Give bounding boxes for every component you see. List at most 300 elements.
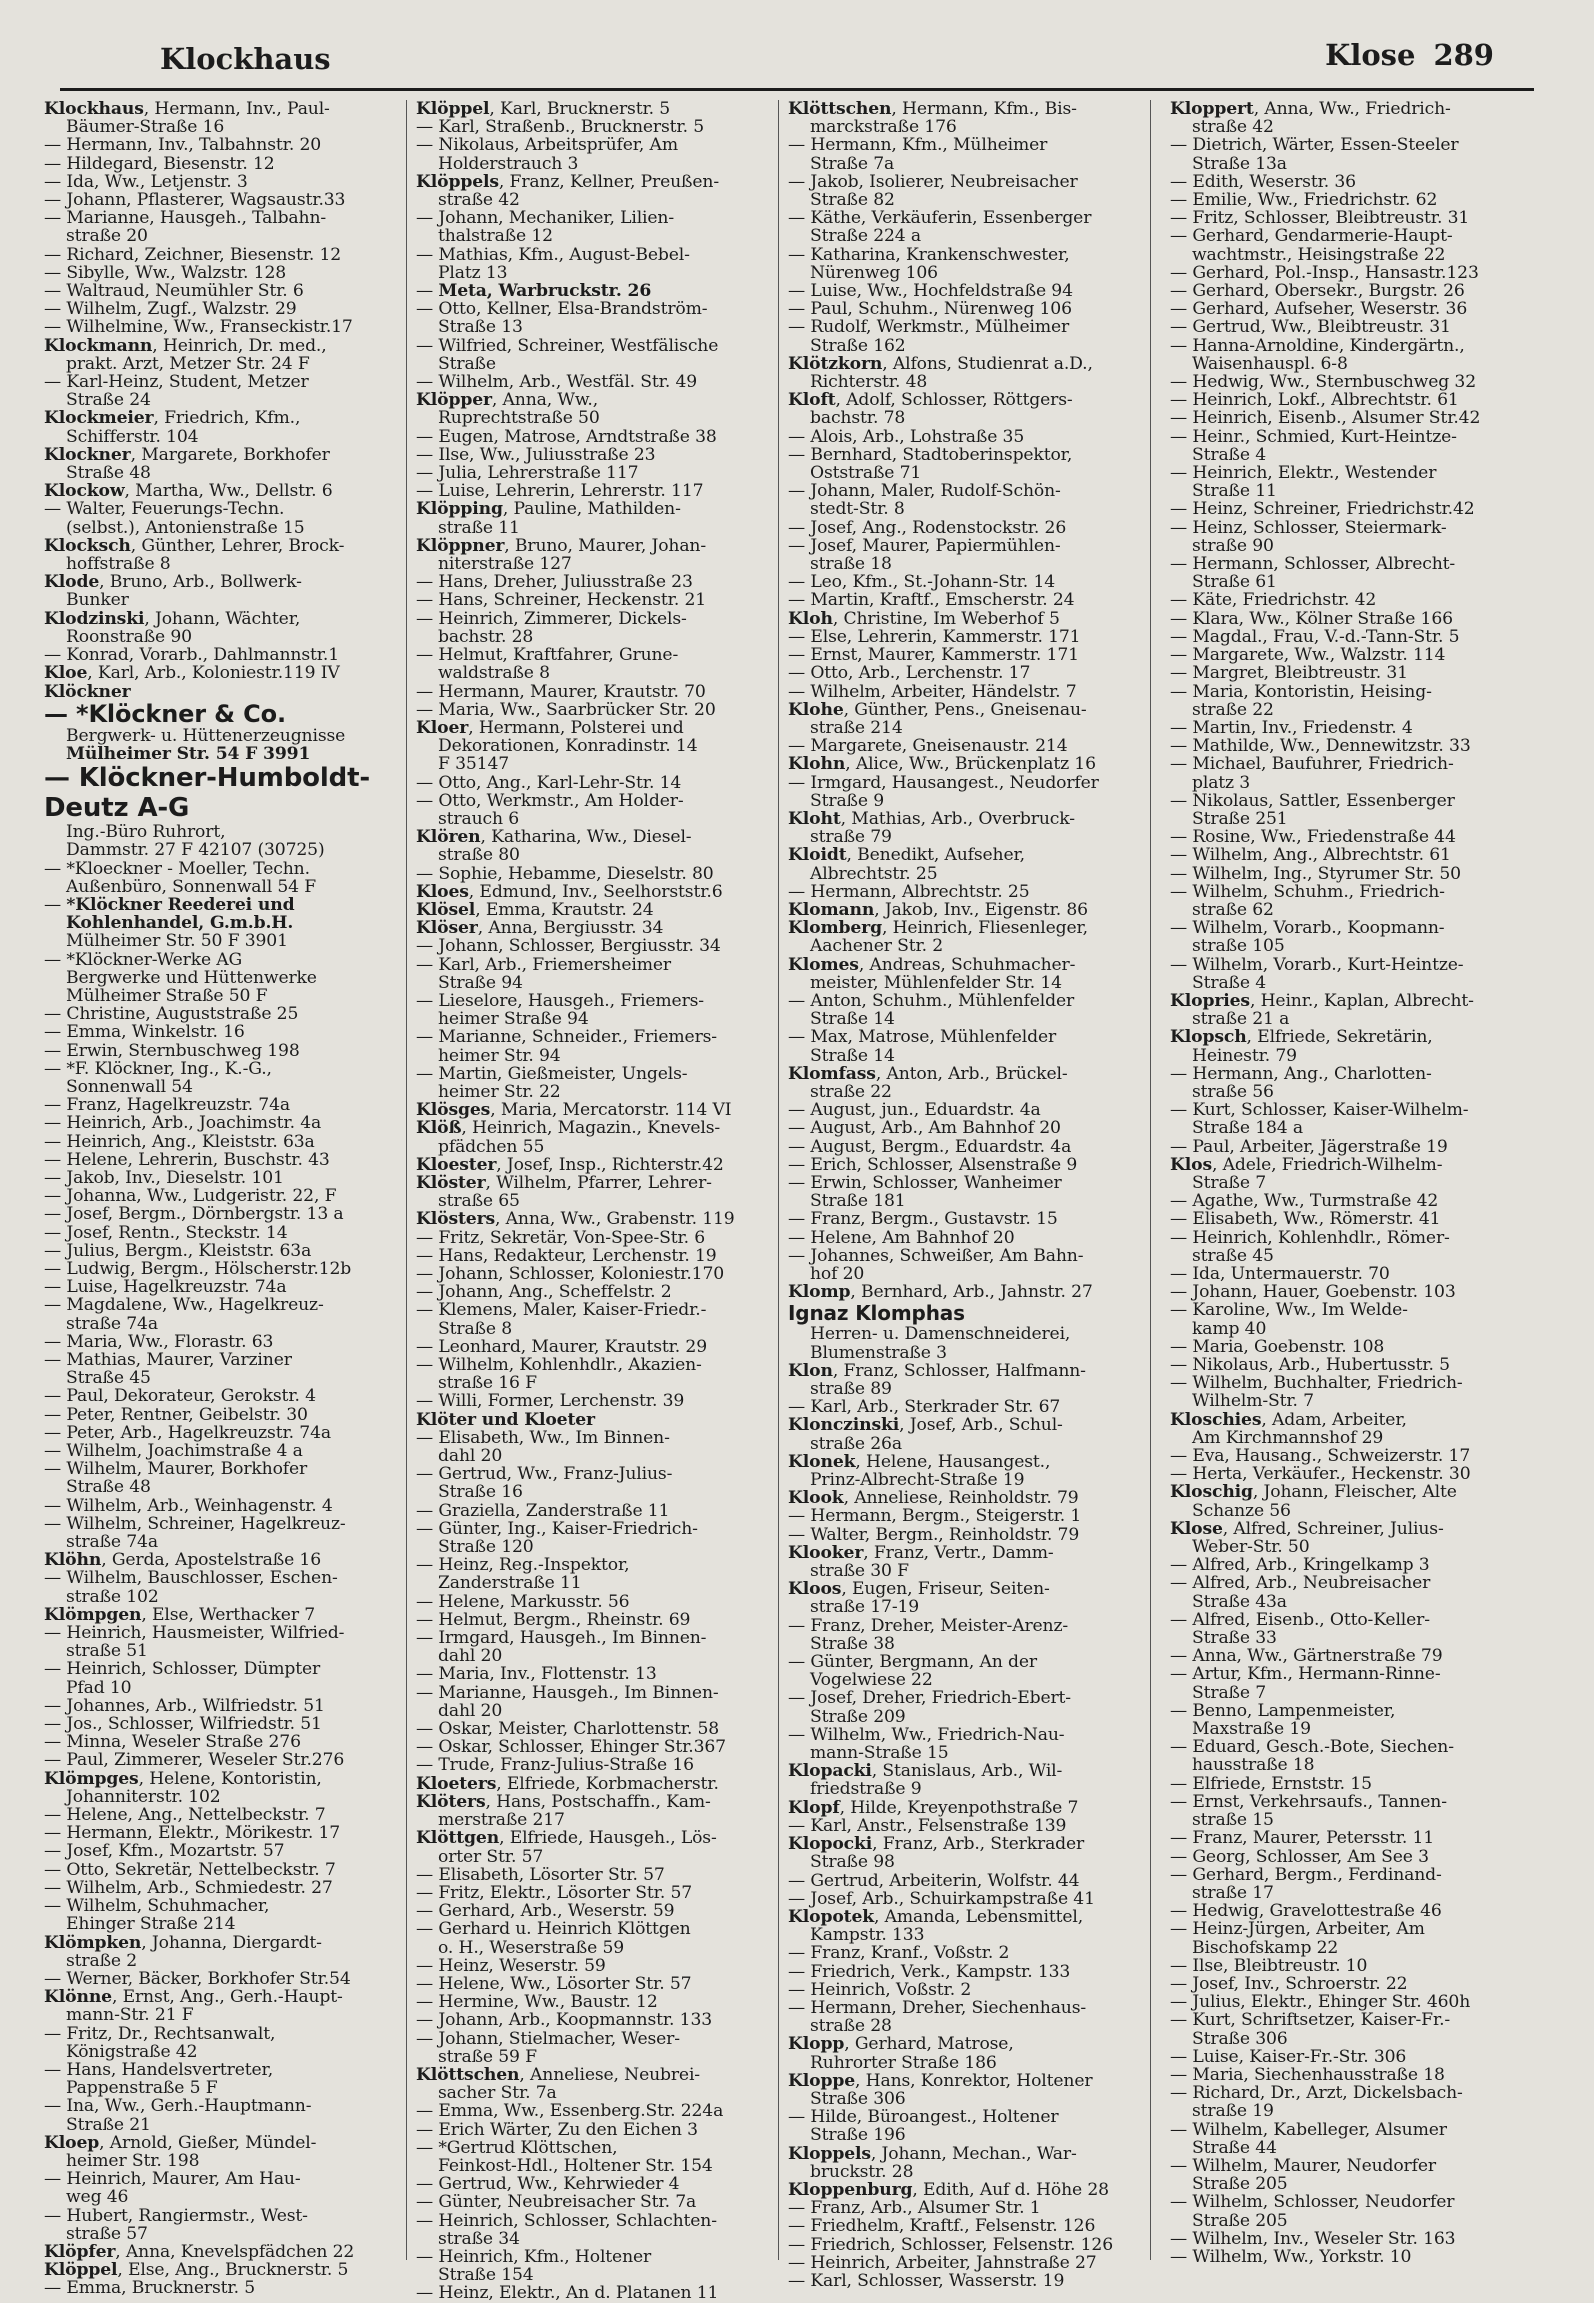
directory-line: — Ina, Ww., Gerh.-Hauptmann- [44, 2096, 312, 2117]
directory-line: Kloidt, Benedikt, Aufseher, [788, 845, 1025, 866]
directory-line: — Rosine, Ww., Friedenstraße 44 [1170, 827, 1456, 848]
directory-line: Kloht, Mathias, Arb., Overbruck- [788, 808, 1075, 829]
directory-line: — Magdal., Frau, V.-d.-Tann-Str. 5 [1170, 626, 1460, 647]
directory-line: — Klemens, Maler, Kaiser-Friedr.- [416, 1300, 707, 1321]
directory-line: straße 30 F [810, 1561, 909, 1582]
directory-line: niterstraße 127 [438, 554, 572, 575]
page-header [60, 38, 1534, 91]
directory-line: Straße 11 [1192, 481, 1277, 502]
directory-line: — Heinz, Weserstr. 59 [416, 1955, 606, 1976]
directory-line: friedstraße 9 [810, 1779, 922, 1800]
directory-line: — Hermann, Schlosser, Albrecht- [1170, 554, 1456, 575]
directory-line: — Hermann, Albrechtstr. 25 [788, 881, 1030, 902]
directory-line: — Magdalene, Ww., Hagelkreuz- [44, 1295, 324, 1316]
directory-line: — Otto, Arb., Lerchenstr. 17 [788, 663, 1031, 684]
directory-line: Maxstraße 19 [1192, 1719, 1311, 1740]
directory-line: straße 105 [1192, 936, 1285, 957]
directory-line: Blumenstraße 3 [810, 1342, 947, 1363]
directory-line: Kloep, Arnold, Gießer, Mündel- [44, 2132, 317, 2153]
directory-line: Klopsch, Elfriede, Sekretärin, [1170, 1027, 1433, 1048]
directory-line: — Heinz, Elektr., An d. Platanen 11 [416, 2283, 719, 2303]
directory-line: Klopotek, Amanda, Lebensmittel, [788, 1906, 1084, 1927]
directory-line: — Nikolaus, Arbeitsprüfer, Am [416, 135, 678, 156]
directory-line: — Gerhard, Arb., Weserstr. 59 [416, 1901, 675, 1922]
directory-line: — Luise, Kaiser-Fr.-Str. 306 [1170, 2046, 1407, 2067]
directory-line: — Wilhelmine, Ww., Franseckistr.17 [44, 317, 353, 338]
directory-line: Straße 16 [438, 1482, 523, 1503]
directory-line: — Wilhelm, Schlosser, Neudorfer [1170, 2192, 1455, 2213]
directory-line: straße 59 F [438, 2046, 537, 2067]
directory-line: straße 22 [810, 1081, 892, 1102]
directory-line: — Paul, Dekorateur, Gerokstr. 4 [44, 1386, 316, 1407]
directory-line: — Helene, Lehrerin, Buschstr. 43 [44, 1149, 330, 1170]
directory-line: Kloppert, Anna, Ww., Friedrich- [1170, 99, 1451, 119]
directory-line: Straße 13a [1192, 153, 1287, 174]
directory-line: Straße 8 [438, 1318, 512, 1339]
directory-line: Straße 4 [1192, 972, 1266, 993]
directory-line: Kloschies, Adam, Arbeiter, [1170, 1409, 1407, 1430]
directory-line: Klonek, Helene, Hausangest., [788, 1451, 1051, 1472]
column-1 [44, 99, 407, 2299]
directory-line: — Heinrich, Kfm., Holtener [416, 2246, 652, 2267]
directory-line: dahl 20 [438, 1446, 503, 1467]
directory-line: straße 74a [66, 1313, 158, 1334]
directory-line: — Luise, Hagelkreuzstr. 74a [44, 1277, 287, 1298]
directory-line: Straße 7 [1192, 1682, 1266, 1703]
directory-line: — Friedhelm, Kraftf., Felsenstr. 126 [788, 2216, 1096, 2237]
directory-line: Klopries, Heinr., Kaplan, Albrecht- [1170, 990, 1474, 1011]
directory-line: — Hans, Redakteur, Lerchenstr. 19 [416, 1245, 717, 1266]
running-head-right-word: Klose [1325, 38, 1416, 72]
directory-line: straße 17-19 [810, 1597, 920, 1618]
directory-line: Straße 306 [810, 2088, 906, 2109]
directory-line: — Johann, Pflasterer, Wagsaustr.33 [44, 190, 346, 211]
directory-line: — Wilhelm, Arb., Westfäl. Str. 49 [416, 372, 698, 393]
directory-line: Klöter und Kloeter [416, 1409, 595, 1430]
directory-line: — Else, Lehrerin, Kammerstr. 171 [788, 626, 1081, 647]
directory-line: Klören, Katharina, Ww., Diesel- [416, 827, 692, 848]
directory-line: — Irmgard, Hausgeh., Im Binnen- [416, 1628, 707, 1649]
directory-line: Straße 98 [810, 1852, 895, 1873]
directory-line: straße 21 a [1192, 1009, 1290, 1030]
directory-line: straße 34 [438, 2228, 520, 2249]
directory-line: Klönne, Ernst, Ang., Gerh.-Haupt- [44, 1987, 343, 2008]
directory-line: Nürenweg 106 [810, 262, 938, 283]
directory-line: straße 57 [66, 2223, 148, 2244]
directory-line: — Johanna, Ww., Ludgeristr. 22, F [44, 1186, 337, 1207]
directory-line: Klopp, Gerhard, Matrose, [788, 2034, 1014, 2055]
directory-line: Klopocki, Franz, Arb., Sterkrader [788, 1834, 1085, 1855]
directory-line: Pappenstraße 5 F [66, 2078, 218, 2099]
directory-line: — Hans, Handelsvertreter, [44, 2059, 274, 2080]
directory-line: Straße 184 a [1192, 1118, 1303, 1139]
directory-line: straße 42 [438, 190, 520, 211]
directory-line: — Wilhelm, Ing., Styrumer Str. 50 [1170, 863, 1461, 884]
column-2 [416, 99, 779, 2303]
directory-line: Straße [438, 353, 496, 374]
directory-line: Klocksch, Günther, Lehrer, Brock- [44, 535, 345, 556]
directory-line: — Kurt, Schlosser, Kaiser-Wilhelm- [1170, 1100, 1469, 1121]
directory-line: Weber-Str. 50 [1192, 1537, 1310, 1558]
directory-line: — Jos., Schlosser, Wilfriedstr. 51 [44, 1714, 322, 1735]
directory-line: Straße 162 [810, 335, 906, 356]
directory-line: — Gertrud, Ww., Bleibtreustr. 31 [1170, 317, 1451, 338]
directory-line: — Wilhelm, Schreiner, Hagelkreuz- [44, 1513, 346, 1534]
directory-line: dahl 20 [438, 1646, 503, 1667]
directory-line: — Maria, Ww., Florastr. 63 [44, 1331, 274, 1352]
directory-line: Straße 205 [1192, 2174, 1288, 2195]
directory-line: Deutz A-G [44, 793, 190, 824]
directory-line: — Heinrich, Hausmeister, Wilfried- [44, 1623, 345, 1644]
directory-line: — *Kloeckner - Moeller, Techn. [44, 858, 310, 879]
directory-line: marckstraße 176 [810, 117, 957, 138]
directory-line: Kohlenhandel, G.m.b.H. [66, 913, 294, 934]
directory-line: — Emma, Ww., Essenberg.Str. 224a [416, 2101, 724, 2122]
directory-line: Mülheimer Str. 50 F 3901 [66, 931, 288, 952]
directory-line: — Karoline, Ww., Im Welde- [1170, 1300, 1408, 1321]
directory-line: Klöpfer, Anna, Knevelspfädchen 22 [44, 2241, 355, 2262]
directory-line: — Karl, Anstr., Felsenstraße 139 [788, 1815, 1067, 1836]
directory-line: — Sophie, Hebamme, Dieselstr. 80 [416, 863, 714, 884]
directory-line: kamp 40 [1192, 1318, 1267, 1339]
directory-line: — Fritz, Schlosser, Bleibtreustr. 31 [1170, 208, 1470, 229]
directory-line: Straße 251 [1192, 808, 1288, 829]
directory-line: — Franz, Kranf., Voßstr. 2 [788, 1943, 1010, 1964]
directory-line: — Sibylle, Ww., Walzstr. 128 [44, 262, 287, 283]
directory-line: sacher Str. 7a [438, 2083, 557, 2104]
directory-line: — Fritz, Elektr., Lösorter Str. 57 [416, 1882, 693, 1903]
directory-line: — Georg, Schlosser, Am See 3 [1170, 1846, 1429, 1867]
directory-line: — Heinrich, Ang., Kleiststr. 63a [44, 1131, 315, 1152]
directory-line: — Helmut, Bergm., Rheinstr. 69 [416, 1609, 691, 1630]
directory-line: Prinz-Albrecht-Straße 19 [810, 1470, 1025, 1491]
directory-line: — Anton, Schuhm., Mühlenfelder [788, 990, 1075, 1011]
directory-line: Pfad 10 [66, 1677, 132, 1698]
directory-line: — August, Arb., Am Bahnhof 20 [788, 1118, 1061, 1139]
directory-line: Straße 21 [66, 2114, 151, 2135]
directory-line: — Fritz, Sekretär, Von-Spee-Str. 6 [416, 1227, 706, 1248]
directory-line: — Karl-Heinz, Student, Metzer [44, 372, 309, 393]
directory-line: — August, Bergm., Eduardstr. 4a [788, 1136, 1072, 1157]
directory-line: — Alois, Arb., Lohstraße 35 [788, 426, 1025, 447]
directory-line: — Johannes, Schweißer, Am Bahn- [788, 1245, 1084, 1266]
directory-line: — Hilde, Büroangest., Holtener [788, 2107, 1059, 2128]
directory-line: — Emma, Winkelstr. 16 [44, 1022, 245, 1043]
directory-line: straße 20 [66, 226, 148, 247]
directory-line: Straße 209 [810, 1706, 906, 1727]
directory-line: — Luise, Ww., Hochfeldstraße 94 [788, 281, 1073, 302]
directory-line: — Wilhelm, Maurer, Neudorfer [1170, 2155, 1436, 2176]
directory-line: Klösters, Anna, Ww., Grabenstr. 119 [416, 1209, 735, 1230]
directory-line: straße 79 [810, 827, 892, 848]
directory-line: heimer Str. 94 [438, 1045, 561, 1066]
directory-line: — Josef, Arb., Schuirkampstraße 41 [788, 1888, 1095, 1909]
directory-line: Klöckner [44, 681, 131, 702]
directory-line: — Benno, Lampenmeister, [1170, 1700, 1396, 1721]
directory-line: prakt. Arzt, Metzer Str. 24 F [66, 353, 310, 374]
directory-line: Straße 7a [810, 153, 895, 174]
running-head-left: Klockhaus [160, 42, 331, 76]
column-4 [1170, 99, 1532, 2267]
directory-line: Kloester, Josef, Insp., Richterstr.42 [416, 1154, 724, 1175]
directory-line: Klomes, Andreas, Schuhmacher- [788, 954, 1076, 975]
directory-line: Bunker [66, 590, 129, 611]
directory-line: — Christine, Auguststraße 25 [44, 1004, 299, 1025]
directory-line: bruckstr. 28 [810, 2161, 914, 2182]
directory-line: Kloschig, Johann, Fleischer, Alte [1170, 1482, 1457, 1503]
directory-line: — Emma, Brucknerstr. 5 [44, 2278, 255, 2299]
directory-line: straße 15 [1192, 1810, 1274, 1831]
directory-line: — Erwin, Schlosser, Wanheimer [788, 1172, 1062, 1193]
directory-line: — *Gertrud Klöttschen, [416, 2137, 618, 2158]
directory-line: Klösges, Maria, Mercatorstr. 114 VI [416, 1100, 732, 1121]
directory-line: Klode, Bruno, Arb., Bollwerk- [44, 572, 302, 593]
directory-line: Klomberg, Heinrich, Fliesenleger, [788, 918, 1088, 939]
directory-line: — Maria, Goebenstr. 108 [1170, 1336, 1385, 1357]
directory-line: Außenbüro, Sonnenwall 54 F [66, 876, 317, 897]
directory-line: straße 51 [66, 1641, 148, 1662]
directory-line: hof 20 [810, 1264, 865, 1284]
directory-line: — Käte, Friedrichstr. 42 [1170, 590, 1377, 611]
directory-line: — Wilhelm, Bauschlosser, Eschen- [44, 1568, 338, 1589]
directory-line: — Mathias, Kfm., August-Bebel- [416, 244, 690, 265]
directory-line: — Willi, Former, Lerchenstr. 39 [416, 1391, 685, 1412]
directory-line: — Karl, Schlosser, Wasserstr. 19 [788, 2270, 1065, 2291]
directory-line: Ignaz Klomphas [788, 1301, 965, 1326]
directory-line: — Heinrich, Arb., Joachimstr. 4a [44, 1113, 322, 1134]
directory-line: — Elfriede, Ernststr. 15 [1170, 1773, 1372, 1794]
directory-line: — Klöckner-Humboldt- [44, 763, 371, 794]
directory-line: — Klara, Ww., Kölner Straße 166 [1170, 608, 1453, 629]
directory-line: — Waltraud, Neumühler Str. 6 [44, 281, 304, 302]
directory-line: — Margret, Bleibtreustr. 31 [1170, 663, 1408, 684]
directory-line: — Karl, Arb., Sterkrader Str. 67 [788, 1397, 1061, 1418]
directory-line: — Karl, Straßenb., Brucknerstr. 5 [416, 117, 705, 138]
directory-line: weg 46 [66, 2187, 129, 2208]
directory-line: Klöß, Heinrich, Magazin., Knevels- [416, 1118, 721, 1139]
directory-line: — Walter, Bergm., Reinholdstr. 79 [788, 1524, 1080, 1545]
directory-line: F 35147 [438, 754, 510, 775]
directory-line: Mülheimer Straße 50 F [66, 985, 268, 1006]
directory-line: platz 3 [1192, 772, 1251, 793]
directory-line: meister, Mühlenfelder Str. 14 [810, 972, 1062, 993]
directory-line: Straße 13 [438, 317, 523, 338]
directory-line: — Wilhelm, Ww., Friedrich-Nau- [788, 1724, 1065, 1745]
directory-line: — Helene, Ang., Nettelbeckstr. 7 [44, 1805, 326, 1826]
directory-line: straße 42 [1192, 117, 1274, 138]
directory-line: — Otto, Sekretär, Nettelbeckstr. 7 [44, 1859, 336, 1880]
directory-line: — Franz, Dreher, Meister-Arenz- [788, 1615, 1069, 1636]
directory-line: — Hermine, Ww., Baustr. 12 [416, 1992, 658, 2013]
directory-line: — Hildegard, Biesenstr. 12 [44, 153, 275, 174]
directory-line: — Hermann, Elektr., Mörikestr. 17 [44, 1823, 341, 1844]
directory-line: Sonnenwall 54 [66, 1076, 193, 1097]
directory-line: — Mathias, Maurer, Varziner [44, 1350, 292, 1370]
directory-line: Klömpken, Johanna, Diergardt- [44, 1932, 322, 1953]
directory-line: — Fritz, Dr., Rechtsanwalt, [44, 2023, 276, 2044]
directory-line: — Heinrich, Voßstr. 2 [788, 1979, 972, 2000]
directory-line: — Konrad, Vorarb., Dahlmannstr.1 [44, 645, 340, 666]
directory-line: — Gerhard u. Heinrich Klöttgen [416, 1919, 691, 1940]
directory-line: — Marianne, Hausgeh., Im Binnen- [416, 1682, 719, 1703]
directory-line: heimer Straße 94 [438, 1009, 589, 1030]
directory-line: — Oskar, Meister, Charlottenstr. 58 [416, 1719, 720, 1740]
directory-line: Klose, Alfred, Schreiner, Julius- [1170, 1518, 1444, 1539]
directory-line: — Günter, Ing., Kaiser-Friedrich- [416, 1518, 698, 1539]
directory-line: — Helene, Ww., Lösorter Str. 57 [416, 1973, 692, 1994]
directory-line: Klon, Franz, Schlosser, Halfmann- [788, 1360, 1086, 1381]
directory-line: — Josef, Rentn., Steckstr. 14 [44, 1222, 288, 1243]
directory-line: — Maria, Ww., Saarbrücker Str. 20 [416, 699, 716, 720]
directory-line: — Minna, Weseler Straße 276 [44, 1732, 301, 1753]
directory-line: — Josef, Maurer, Papiermühlen- [788, 535, 1061, 556]
directory-line: straße 22 [1192, 699, 1274, 720]
directory-line: — Hubert, Rangiermstr., West- [44, 2205, 308, 2226]
directory-line: — Emilie, Ww., Friedrichstr. 62 [1170, 190, 1438, 211]
directory-line: — Peter, Rentner, Geibelstr. 30 [44, 1404, 308, 1425]
directory-line: Vogelwiese 22 [810, 1670, 933, 1691]
directory-line: — Johann, Arb., Koopmannstr. 133 [416, 2010, 713, 2031]
directory-line: wachtmstr., Heisingstraße 22 [1192, 244, 1446, 265]
directory-line: — Friedrich, Schlosser, Felsenstr. 126 [788, 2234, 1113, 2255]
directory-line: — Hans, Schreiner, Heckenstr. 21 [416, 590, 707, 611]
directory-line: — Hermann, Inv., Talbahnstr. 20 [44, 135, 322, 156]
directory-line: — Eduard, Gesch.-Bote, Siechen- [1170, 1737, 1454, 1758]
directory-line: — Maria, Inv., Flottenstr. 13 [416, 1664, 657, 1685]
directory-line: — Eva, Hausang., Schweizerstr. 17 [1170, 1446, 1471, 1467]
directory-line: straße 2 [66, 1950, 138, 1971]
directory-line: — Agathe, Ww., Turmstraße 42 [1170, 1191, 1439, 1212]
directory-line: — Jakob, Inv., Dieselstr. 101 [44, 1167, 284, 1188]
directory-line: — Hermann, Bergm., Steigerstr. 1 [788, 1506, 1082, 1527]
directory-line: — Richard, Zeichner, Biesenstr. 12 [44, 244, 342, 265]
directory-line: straße 17 [1192, 1882, 1274, 1903]
directory-line: — Graziella, Zanderstraße 11 [416, 1500, 670, 1521]
directory-line: Straße 4 [1192, 444, 1266, 465]
directory-line: Platz 13 [438, 262, 508, 283]
directory-line: Klöppel, Else, Ang., Brucknerstr. 5 [44, 2260, 349, 2281]
directory-line: Klötzkorn, Alfons, Studienrat a.D., [788, 353, 1093, 374]
directory-line: — Wilhelm, Vorarb., Koopmann- [1170, 918, 1445, 939]
directory-line: — Wilhelm, Kabelleger, Alsumer [1170, 2119, 1447, 2140]
directory-line: — Franz, Bergm., Gustavstr. 15 [788, 1209, 1058, 1230]
directory-line: — Nikolaus, Arb., Hubertusstr. 5 [1170, 1355, 1450, 1376]
directory-line: o. H., Weserstraße 59 [438, 1937, 625, 1958]
directory-line: Holderstrauch 3 [438, 153, 579, 174]
directory-line: Straße 24 [66, 390, 151, 411]
directory-line: — Gerhard, Pol.-Insp., Hansastr.123 [1170, 262, 1479, 283]
directory-line: hausstraße 18 [1192, 1755, 1315, 1776]
directory-line: — Otto, Kellner, Elsa-Brandström- [416, 299, 708, 320]
directory-line: — Heinz, Schlosser, Steiermark- [1170, 517, 1447, 538]
directory-line: Klockhaus, Hermann, Inv., Paul- [44, 99, 330, 119]
directory-line: Straße 224 a [810, 226, 921, 247]
directory-line: — Heinrich, Schlosser, Schlachten- [416, 2210, 717, 2231]
directory-line: — Johann, Hauer, Goebenstr. 103 [1170, 1282, 1456, 1303]
directory-line: Straße 120 [438, 1537, 534, 1558]
directory-line: — Rudolf, Werkmstr., Mülheimer [788, 317, 1070, 338]
page-number: 289 [1433, 38, 1494, 72]
directory-line: Klöser, Anna, Bergiusstr. 34 [416, 918, 664, 939]
directory-line: — Heinrich, Eisenb., Alsumer Str.42 [1170, 408, 1481, 429]
directory-line: Klöster, Wilhelm, Pfarrer, Lehrer- [416, 1172, 712, 1193]
directory-line: — Wilhelm, Arbeiter, Händelstr. 7 [788, 681, 1077, 702]
directory-line: Mülheimer Str. 54 F 3991 [66, 743, 311, 764]
directory-line: Ehinger Straße 214 [66, 1914, 236, 1935]
directory-line: Johanniterstr. 102 [66, 1786, 221, 1807]
directory-line: Klodzinski, Johann, Wächter, [44, 608, 301, 629]
directory-line: — Mathilde, Ww., Dennewitzstr. 33 [1170, 736, 1471, 757]
directory-line: — Günter, Bergmann, An der [788, 1652, 1037, 1673]
directory-line: — Wilhelm, Schuhm., Friedrich- [1170, 881, 1445, 902]
running-head-right [1325, 38, 1494, 72]
directory-line: — Gerhard, Bergm., Ferdinand- [1170, 1864, 1442, 1885]
directory-line: — Wilhelm, Maurer, Borkhofer [44, 1459, 308, 1480]
directory-line: — Hanna-Arnoldine, Kindergärtn., [1170, 335, 1465, 356]
directory-line: Klockmann, Heinrich, Dr. med., [44, 335, 327, 356]
directory-line: straße 102 [66, 1586, 159, 1607]
directory-line: bachstr. 28 [438, 626, 534, 647]
directory-line: — Helmut, Kraftfahrer, Grune- [416, 645, 679, 666]
directory-line: mann-Str. 21 F [66, 2005, 194, 2026]
directory-line: straße 19 [1192, 2101, 1274, 2122]
directory-line: Dekorationen, Konradinstr. 14 [438, 736, 698, 757]
directory-line: Waisenhauspl. 6-8 [1192, 353, 1348, 374]
directory-line: Klohe, Günther, Pens., Gneisenau- [788, 699, 1087, 720]
directory-line: Klöppner, Bruno, Maurer, Johan- [416, 535, 706, 556]
directory-line: Straße 9 [810, 790, 884, 811]
directory-line: Kloppe, Hans, Konrektor, Holtener [788, 2070, 1093, 2091]
directory-line: Klockow, Martha, Ww., Dellstr. 6 [44, 481, 333, 502]
directory-line: Straße 45 [66, 1368, 151, 1389]
directory-line: — Alfred, Eisenb., Otto-Keller- [1170, 1609, 1430, 1630]
directory-line: — Günter, Neubreisacher Str. 7a [416, 2192, 697, 2213]
directory-line: Kloos, Eugen, Friseur, Seiten- [788, 1579, 1050, 1600]
directory-line: Klömpgen, Else, Werthacker 7 [44, 1604, 315, 1625]
directory-line: — Jakob, Isolierer, Neubreisacher [788, 171, 1078, 192]
directory-line: Kloppenburg, Edith, Auf d. Höhe 28 [788, 2179, 1109, 2200]
directory-line: — Paul, Schuhm., Nürenweg 106 [788, 299, 1072, 320]
directory-line: — Paul, Zimmerer, Weseler Str.276 [44, 1750, 345, 1771]
directory-line: — Ludwig, Bergm., Hölscherstr.12b [44, 1258, 352, 1279]
directory-line: — Irmgard, Hausangest., Neudorfer [788, 772, 1099, 793]
directory-line: — Elisabeth, Lösorter Str. 57 [416, 1864, 665, 1885]
directory-line: — Heinr., Schmied, Kurt-Heintze- [1170, 426, 1457, 447]
directory-line: — Julius, Elektr., Ehinger Str. 460h [1170, 1992, 1471, 2013]
directory-line: — Wilhelm, Buchhalter, Friedrich- [1170, 1373, 1463, 1394]
directory-line: Straße 44 [1192, 2137, 1277, 2158]
directory-line: orter Str. 57 [438, 1846, 544, 1867]
directory-line: — Elisabeth, Ww., Im Binnen- [416, 1427, 670, 1448]
directory-line: Bergwerk- u. Hüttenerzeugnisse [66, 725, 346, 746]
directory-line: — Ida, Untermauerstr. 70 [1170, 1264, 1390, 1284]
directory-line: straße 56 [1192, 1081, 1274, 1102]
directory-line: — Katharina, Krankenschwester, [788, 244, 1070, 265]
directory-line: — Anna, Ww., Gärtnerstraße 79 [1170, 1646, 1443, 1667]
directory-line: Bäumer-Straße 16 [66, 117, 225, 138]
directory-line: Klöters, Hans, Postschaffn., Kam- [416, 1791, 711, 1812]
directory-line: — Heinrich, Elektr., Westender [1170, 463, 1437, 484]
directory-line: — Wilfried, Schreiner, Westfälische [416, 335, 719, 356]
directory-line: Klopacki, Stanislaus, Arb., Wil- [788, 1761, 1063, 1782]
directory-line: Richterstr. 48 [810, 372, 928, 393]
directory-line: Klohn, Alice, Ww., Brückenplatz 16 [788, 754, 1096, 775]
directory-line: — Peter, Arb., Hagelkreuzstr. 74a [44, 1422, 331, 1443]
directory-line: — Johann, Mechaniker, Lilien- [416, 208, 674, 229]
directory-line: Kloer, Hermann, Polsterei und [416, 717, 684, 738]
directory-line: hoffstraße 8 [66, 554, 171, 575]
directory-line: — Johann, Schlosser, Bergiusstr. 34 [416, 936, 721, 957]
